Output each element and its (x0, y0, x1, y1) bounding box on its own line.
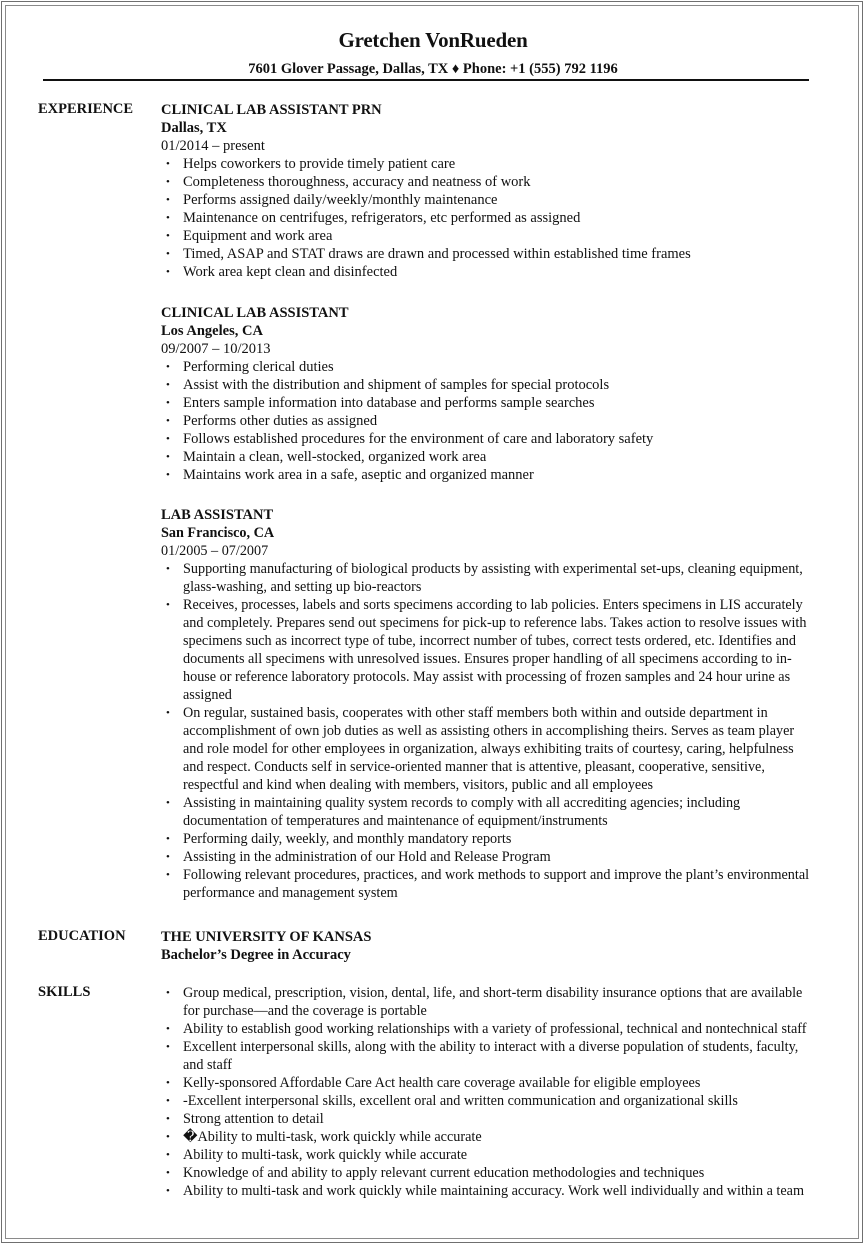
list-item: • Equipment and work area (166, 228, 333, 244)
degree: Bachelor’s Degree in Accuracy (161, 947, 351, 963)
job-location: San Francisco, CA (161, 525, 275, 541)
job-dates: 01/2014 – present (161, 138, 265, 154)
list-item: • Assist with the distribution and shipment of samples for special protocols (166, 377, 610, 393)
bullet-icon: • (166, 451, 170, 463)
list-item: • �Ability to multi-task, work quickly while accurate (166, 1129, 482, 1145)
bullet-icon: • (166, 797, 170, 809)
contact-line: 7601 Glover Passage, Dallas, TX ♦ Phone: +1 (555) 792 1196 (248, 61, 618, 77)
bullet-icon: • (166, 851, 170, 863)
list-item: • Supporting manufacturing of biological products by assisting with experimental set-ups, cleaning equipment, glass-washing, and setting up bio-reactors (166, 561, 803, 595)
bullet-icon: • (166, 1023, 170, 1035)
list-item: • Ability to multi-task and work quickly while maintaining accuracy. Work well individually and within a team (166, 1183, 804, 1199)
list-item: • Kelly-sponsored Affordable Care Act health care coverage available for eligible employees (166, 1075, 701, 1091)
bullet-icon: • (166, 833, 170, 845)
bullet-icon: • (166, 1113, 170, 1125)
bullet-icon: • (166, 397, 170, 409)
list-item: • Strong attention to detail (166, 1111, 324, 1127)
bullet-icon: • (166, 212, 170, 224)
list-item: • Completeness thoroughness, accuracy and neatness of work (166, 174, 531, 190)
bullet-icon: • (166, 230, 170, 242)
job-entry (161, 101, 821, 281)
list-item: • Timed, ASAP and STAT draws are drawn and processed within established time frames (166, 246, 691, 262)
list-item: • Assisting in the administration of our Hold and Release Program (166, 849, 551, 865)
job-title: CLINICAL LAB ASSISTANT PRN (161, 102, 382, 118)
job-location: Los Angeles, CA (161, 323, 263, 339)
bullet-icon: • (166, 563, 170, 575)
skills-list (161, 984, 817, 1200)
list-item: • Helps coworkers to provide timely patient care (166, 156, 456, 172)
list-item: • Assisting in maintaining quality system records to comply with all accrediting agencies; including documentation of temperatures and maintenance of equipment/instruments (166, 795, 741, 829)
bullet-icon: • (166, 1131, 170, 1143)
list-item: • -Excellent interpersonal skills, excellent oral and written communication and organizational skills (166, 1093, 738, 1109)
section-label-skills: SKILLS (38, 984, 91, 1000)
list-item: • Performs assigned daily/weekly/monthly maintenance (166, 192, 498, 208)
list-item: • Knowledge of and ability to apply relevant current education methodologies and techniques (166, 1165, 705, 1181)
list-item: • Group medical, prescription, vision, dental, life, and short-term disability insurance options that are available for purchase—and the coverage is portable (166, 985, 803, 1019)
list-item: • Work area kept clean and disinfected (166, 264, 398, 280)
bullet-icon: • (166, 1041, 170, 1053)
bullet-icon: • (166, 176, 170, 188)
bullet-icon: • (166, 1077, 170, 1089)
list-item: • Follows established procedures for the environment of care and laboratory safety (166, 431, 654, 447)
job-title: CLINICAL LAB ASSISTANT (161, 305, 349, 321)
education-entry (161, 928, 821, 964)
bullet-icon: • (166, 987, 170, 999)
list-item: • Ability to multi-task, work quickly while accurate (166, 1147, 468, 1163)
list-item: • Performing clerical duties (166, 359, 334, 375)
candidate-name: Gretchen VonRueden (338, 28, 528, 52)
bullet-icon: • (166, 707, 170, 719)
list-item: • Excellent interpersonal skills, along with the ability to interact with a diverse population of students, faculty, and staff (166, 1039, 799, 1073)
bullet-icon: • (166, 158, 170, 170)
bullet-icon: • (166, 869, 170, 881)
job-dates: 09/2007 – 10/2013 (161, 341, 271, 357)
job-bullets (161, 155, 821, 281)
list-item: • Performs other duties as assigned (166, 413, 378, 429)
list-item: • Maintains work area in a safe, aseptic and organized manner (166, 467, 534, 483)
job-entry (161, 506, 817, 902)
job-dates: 01/2005 – 07/2007 (161, 543, 269, 559)
section-label-education: EDUCATION (38, 928, 126, 944)
bullet-icon: • (166, 379, 170, 391)
bullet-icon: • (166, 599, 170, 611)
list-item: • Receives, processes, labels and sorts specimens according to lab policies. Enters specimens in LIS accurately and completely. Prepares send out specimens for pick-up to reference labs. Takes action to resolve issues with specimens such as incorrect type of tube, incorrect number of tubes, correct tests ordered, etc. Identifies and documents all specimens with unresolved issues. Ensures proper handling of all specimens according to in-house or reference laboratory protocols. May assist with processing of frozen samples and 24 hour urine as assigned (166, 597, 807, 703)
bullet-icon: • (166, 361, 170, 373)
bullet-icon: • (166, 1095, 170, 1107)
bullet-icon: • (166, 1149, 170, 1161)
bullet-icon: • (166, 194, 170, 206)
school-name: THE UNIVERSITY OF KANSAS (161, 929, 372, 945)
list-item: • Following relevant procedures, practices, and work methods to support and improve the plant’s environmental performance and management system (166, 867, 810, 901)
bullet-icon: • (166, 469, 170, 481)
bullet-icon: • (166, 433, 170, 445)
list-item: • Maintenance on centrifuges, refrigerators, etc performed as assigned (166, 210, 581, 226)
bullet-icon: • (166, 248, 170, 260)
header-divider (43, 79, 809, 81)
bullet-icon: • (166, 1185, 170, 1197)
skills-bullets (161, 984, 817, 1200)
bullet-icon: • (166, 266, 170, 278)
list-item: • Performing daily, weekly, and monthly mandatory reports (166, 831, 512, 847)
job-bullets (161, 358, 821, 484)
list-item: • Ability to establish good working relationships with a variety of professional, technical and nontechnical staff (166, 1021, 807, 1037)
section-label-experience: EXPERIENCE (38, 101, 134, 117)
job-location: Dallas, TX (161, 120, 227, 136)
job-entry (161, 304, 821, 484)
list-item: • Enters sample information into database and performs sample searches (166, 395, 595, 411)
list-item: • On regular, sustained basis, cooperates with other staff members both within and outside department in accomplishment of own job duties as well as assisting others in accomplishing theirs. Serves as team player and role model for other employees in organization, always exhibiting traits of courtesy, caring, helpfulness and respect. Conducts self in service-oriented manner that is attentive, pleasant, cooperative, sensitive, respectful and kind when dealing with members, visitors, public and all employees (166, 705, 795, 793)
bullet-icon: • (166, 1167, 170, 1179)
list-item: • Maintain a clean, well-stocked, organized work area (166, 449, 487, 465)
job-title: LAB ASSISTANT (161, 507, 274, 523)
job-bullets (161, 560, 817, 902)
bullet-icon: • (166, 415, 170, 427)
